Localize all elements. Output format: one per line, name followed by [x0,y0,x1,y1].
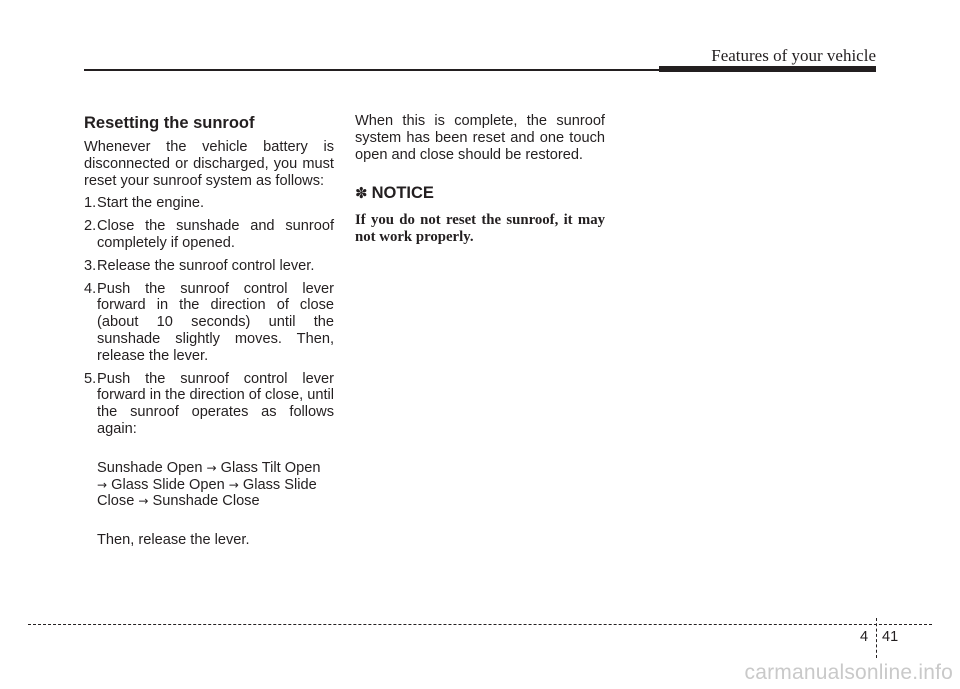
notice-heading [355,183,605,203]
step-number: 5. [84,370,97,387]
header-rule-thin [84,69,664,71]
left-column [84,113,334,549]
step-text: Push the sunroof control lever forward in the direction of close (about 10 seconds) until the sunshade slightly moves. Then, release the lever. [97,280,334,364]
arrow-right-icon: → [138,494,149,509]
step-text: Close the sunshade and sunroof completely if opened. [97,218,334,251]
list-item [84,218,334,252]
arrow-right-icon: → [228,477,239,492]
section-heading: Resetting the sunroof [84,114,255,132]
seq-glass-slide-close: Glass Slide Close [97,476,317,510]
release-instruction: Then, release the lever. [97,532,250,549]
step-number: 4. [84,280,97,297]
arrow-right-icon: → [206,460,217,475]
step-text: Start the engine. [97,195,205,212]
footer-rule [28,624,932,625]
arrow-right-icon: → [97,477,108,492]
step-text: Push the sunroof control lever forward in the direction of close, until the sunroof operates as follows again: [97,370,334,437]
notice-asterisk-icon: ✽ [355,184,368,203]
step-number: 1. [84,195,97,212]
seq-sunshade-open: Sunshade Open [97,459,203,476]
chapter-number: 4 [860,629,869,645]
step-number: 3. [84,257,97,274]
list-item [84,281,334,365]
sequence-block [97,460,334,549]
notice-text: If you do not reset the sunroof, it may not work properly. [355,212,605,246]
right-column [355,113,605,246]
intro-paragraph: Whenever the vehicle battery is disconnected or discharged, you must reset your sunroof system as follows: [84,139,334,189]
seq-glass-slide-open: Glass Slide Open [111,476,225,493]
completion-paragraph: When this is complete, the sunroof system has been reset and one touch open and close should be restored. [355,113,605,163]
page-number-divider [876,618,877,658]
page-header-title: Features of your vehicle [711,46,876,65]
watermark: carmanualsonline.info [744,661,953,684]
list-item [84,371,334,438]
list-item [84,258,334,275]
step-text: Release the sunroof control lever. [97,257,315,274]
operation-sequence [97,460,334,510]
list-item [84,195,334,212]
step-number: 2. [84,218,97,235]
page-number: 41 [882,629,899,645]
seq-sunshade-close: Sunshade Close [152,493,260,510]
notice-label: NOTICE [371,184,434,203]
steps-list [84,195,334,437]
seq-glass-tilt-open: Glass Tilt Open [220,459,321,476]
header-rule-thick [659,66,876,72]
